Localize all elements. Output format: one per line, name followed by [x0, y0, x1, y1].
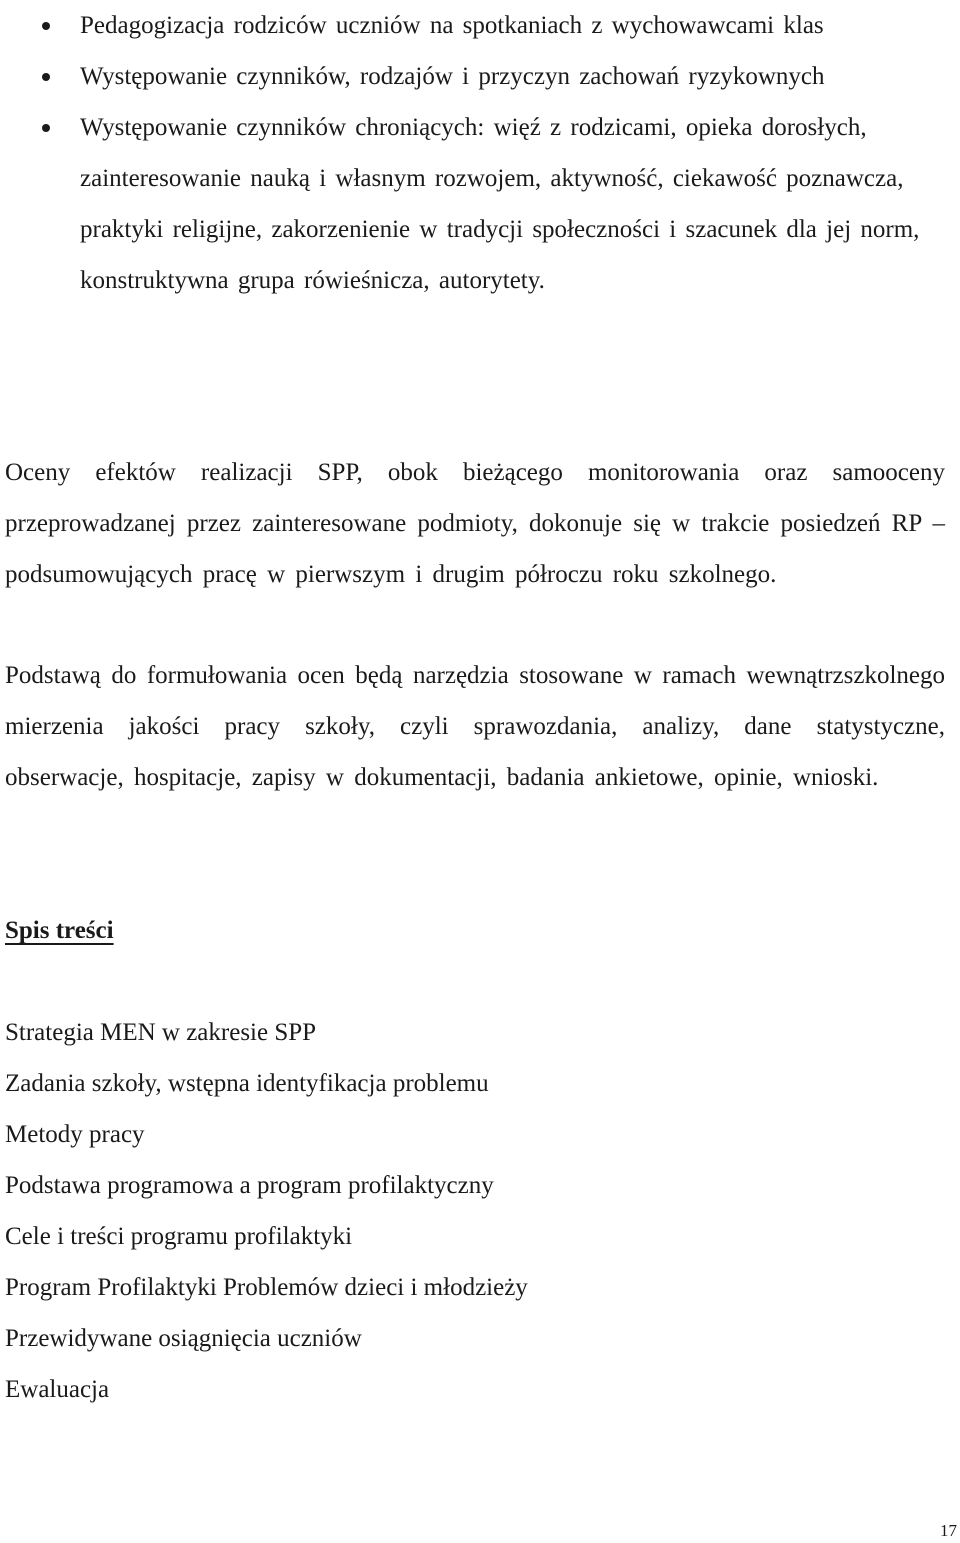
bullet-icon [42, 124, 50, 132]
bullet-text: Występowanie czynników chroniących: więź z rodzicami, opieka dorosłych, zainteresowanie nauką i własnym rozwojem, aktywność, ciekawość poznawcza, praktyki religijne, zakorzenienie w tradycji społeczności i szacunek dla jej norm, konstruktywna grupa rówieśnicza, autorytety. [80, 114, 920, 294]
bullet-text: Pedagogizacja rodziców uczniów na spotkaniach z wychowawcami klas [80, 12, 824, 39]
toc-item: Podstawa programowa a program profilaktyczny [5, 1172, 494, 1199]
bullet-icon [42, 73, 50, 81]
bullet-item [0, 51, 960, 102]
toc-item: Ewaluacja [5, 1376, 110, 1403]
toc-item: Metody pracy [5, 1121, 145, 1148]
toc-heading: Spis treści [5, 917, 114, 944]
bullet-list [0, 0, 960, 306]
bullet-icon [42, 22, 50, 30]
toc-item: Program Profilaktyki Problemów dzieci i młodzieży [5, 1274, 528, 1301]
bullet-item [0, 102, 960, 306]
toc-item: Zadania szkoły, wstępna identyfikacja problemu [5, 1070, 489, 1097]
toc-item: Strategia MEN w zakresie SPP [5, 1019, 317, 1046]
table-of-contents [5, 1007, 528, 1415]
toc-item: Cele i treści programu profilaktyki [5, 1223, 353, 1250]
bullet-item [0, 0, 960, 51]
toc-item: Przewidywane osiągnięcia uczniów [5, 1325, 362, 1352]
bullet-text: Występowanie czynników, rodzajów i przyczyn zachowań ryzykownych [80, 63, 825, 90]
page-number: 17 [940, 1521, 957, 1540]
assessment-tools-paragraph: Podstawą do formułowania ocen będą narzędzia stosowane w ramach wewnątrzszkolnego mierzenia jakości pracy szkoły, czyli sprawozdania, analizy, dane statystyczne, obserwacje, hospitacje, zapisy w dokumentacji, badania ankietowe, opinie, wnioski. [5, 662, 945, 791]
evaluation-paragraph: Oceny efektów realizacji SPP, obok bieżącego monitorowania oraz samooceny przeprowadzanej przez zainteresowane podmioty, dokonuje się w trakcie posiedzeń RP – podsumowujących pracę w pierwszym i drugim półroczu roku szkolnego. [5, 459, 945, 588]
